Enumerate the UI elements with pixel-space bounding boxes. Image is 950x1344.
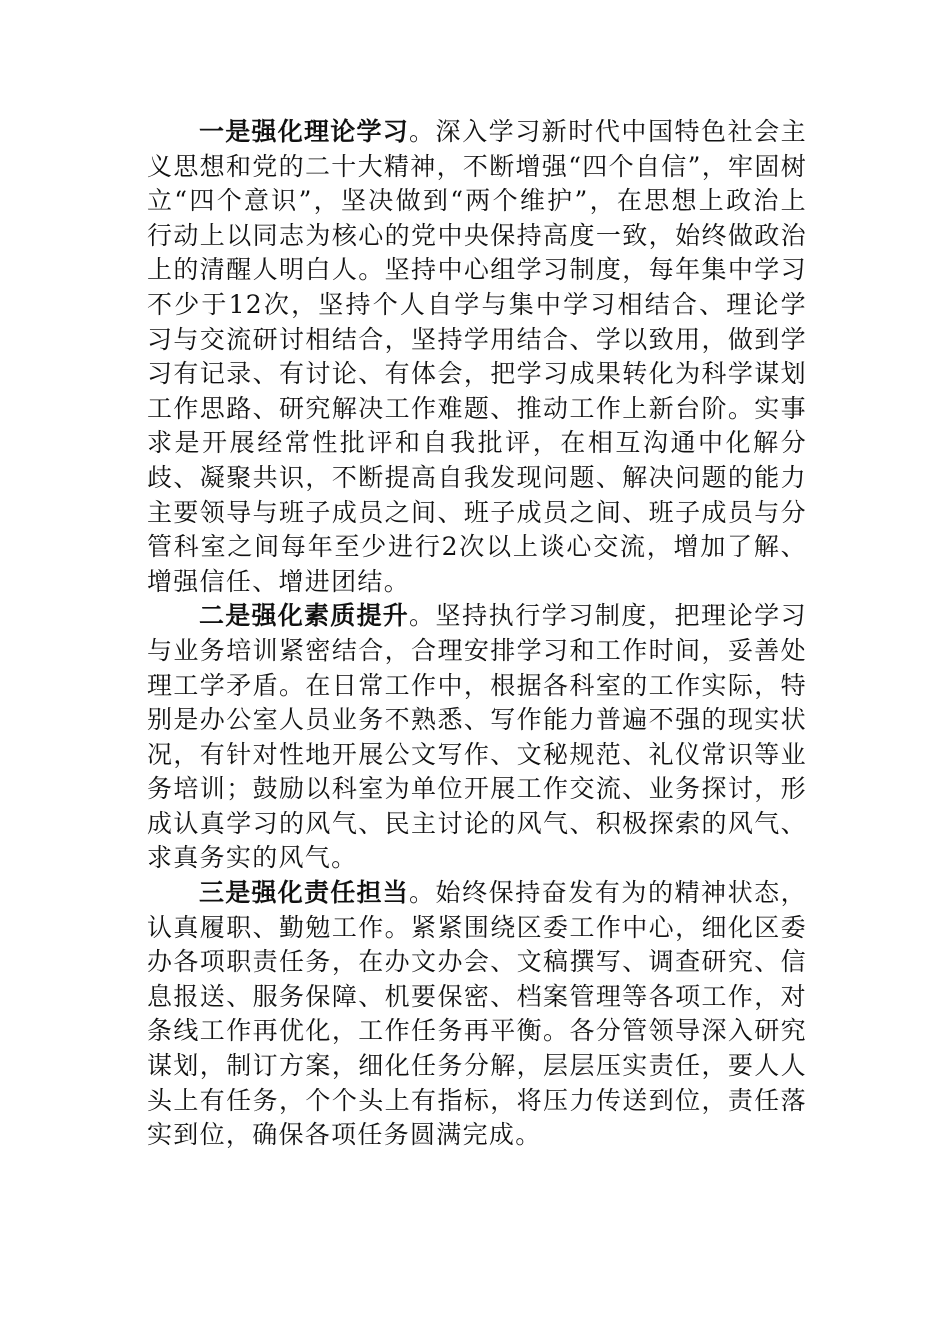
document-page [147,115,807,1153]
paragraph-theory-study [147,115,807,599]
paragraph-quality-improvement [147,599,807,876]
paragraph-body: 。深入学习新时代中国特色社会主义思想和党的二十大精神，不断增强“四个自信”，牢固树立“四个意识”，坚决做到“两个维护”，在思想上政治上行动上以同志为核心的党中央保持高度一致，始终做政治上的清醒人明白人。坚持中心组学习制度，每年集中学习不少于12次，坚持个人自学与集中学习相结合、理论学习与交流研讨相结合，坚持学用结合、学以致用，做到学习有记录、有讨论、有体会，把学习成果转化为科学谋划工作思路、研究解决工作难题、推动工作上新台阶。实事求是开展经常性批评和自我批评，在相互沟通中化解分歧、凝聚共识，不断提高自我发现问题、解决问题的能力主要领导与班子成员之间、班子成员之间、班子成员与分管科室之间每年至少进行2次以上谈心交流，增加了解、增强信任、增进团结。 [147,117,807,596]
paragraph-heading: 一是强化理论学习 [199,117,409,146]
paragraph-body: 。始终保持奋发有为的精神状态，认真履职、勤勉工作。紧紧围绕区委工作中心，细化区委办各项职责任务，在办文办会、文稿撰写、调查研究、信息报送、服务保障、机要保密、档案管理等各项工作，对条线工作再优化，工作任务再平衡。各分管领导深入研究谋划，制订方案，细化任务分解，层层压实责任，要人人头上有任务，个个头上有指标，将压力传送到位，责任落实到位，确保各项任务圆满完成。 [147,878,807,1150]
paragraph-responsibility [147,876,807,1153]
paragraph-heading: 三是强化责任担当 [199,878,409,908]
paragraph-body: 。坚持执行学习制度，把理论学习与业务培训紧密结合，合理安排学习和工作时间，妥善处理工学矛盾。在日常工作中，根据各科室的工作实际，特别是办公室人员业务不熟悉、写作能力普遍不强的现实状况，有针对性地开展公文写作、文秘规范、礼仪常识等业务培训；鼓励以科室为单位开展工作交流、业务探讨，形成认真学习的风气、民主讨论的风气、积极探索的风气、求真务实的风气。 [147,601,807,873]
paragraph-heading: 二是强化素质提升 [199,601,409,631]
